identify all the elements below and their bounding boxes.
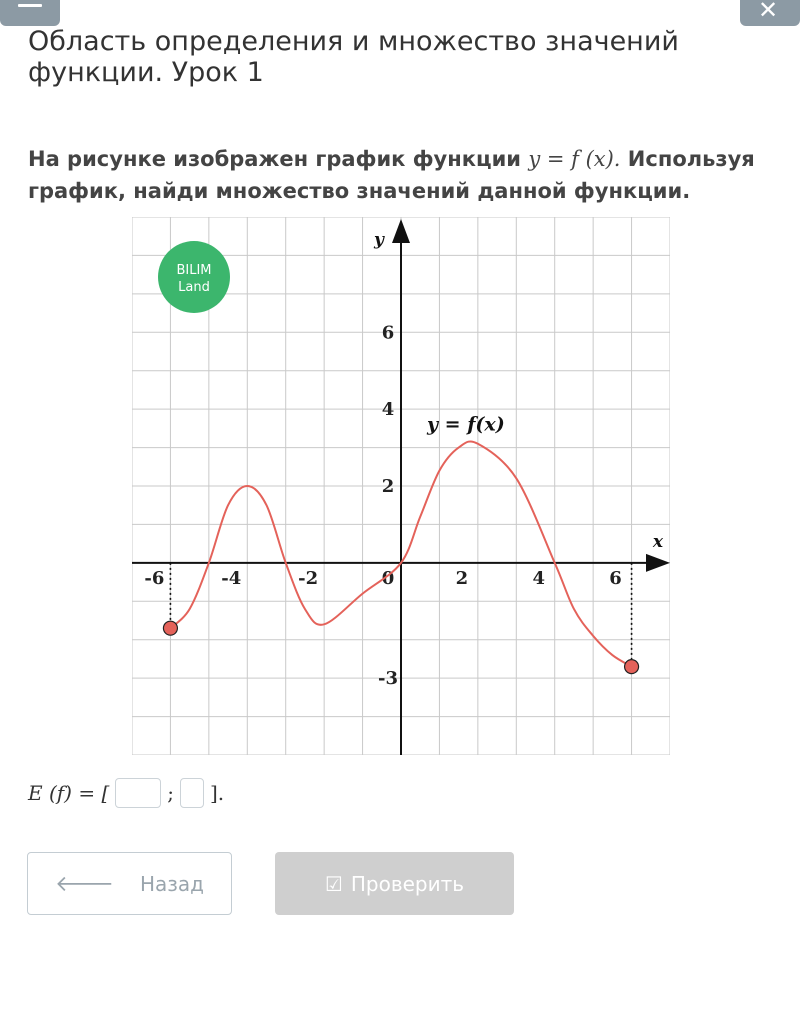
question-text-before: На рисунке изображен график функции — [28, 147, 529, 171]
close-icon: ✕ — [758, 0, 779, 24]
x-tick-label: 6 — [609, 567, 622, 589]
y-axis-label: y — [374, 230, 384, 250]
close-button[interactable] — [740, 0, 800, 26]
check-button-label: Проверить — [350, 871, 465, 896]
question-formula: y = f (x). — [528, 147, 621, 171]
x-tick-label: 0 — [381, 567, 395, 589]
answer-row — [28, 778, 224, 808]
y-tick-label: 6 — [381, 322, 395, 344]
back-button-label: Назад — [139, 871, 204, 896]
back-button[interactable] — [27, 852, 232, 915]
logo-text-line-1: BILIM — [176, 263, 212, 278]
arrow-left-icon: 🡐 — [54, 871, 114, 897]
logo-text-line-2: Land — [178, 280, 210, 295]
x-tick-label: -6 — [144, 567, 165, 589]
curve-endpoint — [163, 621, 177, 635]
y-tick-label: 2 — [381, 476, 395, 497]
question-text-after: Используя график, найди множество значений данной функции. — [28, 147, 755, 203]
graph-svg — [132, 217, 670, 755]
page-title: Область определения и множество значений функции. Урок 1 — [28, 26, 679, 88]
answer-label: E (f) = [ — [28, 781, 110, 805]
curve-label: y = f(x) — [427, 413, 505, 436]
lower-bound-input[interactable] — [115, 778, 161, 808]
upper-bound-input[interactable] — [180, 778, 204, 808]
function-graph — [132, 217, 670, 755]
check-button[interactable] — [275, 852, 514, 915]
menu-button[interactable] — [0, 0, 60, 26]
x-tick-label: -4 — [221, 567, 242, 589]
curve-endpoint — [625, 660, 639, 674]
x-tick-label: 2 — [455, 567, 469, 589]
x-tick-label: -2 — [298, 567, 319, 589]
hamburger-icon — [18, 4, 42, 7]
y-tick-label: 4 — [381, 399, 395, 421]
answer-separator: ; — [167, 781, 174, 805]
question-text — [28, 143, 778, 207]
checkbox-icon: ☑ — [324, 871, 343, 896]
x-tick-label: 4 — [532, 567, 545, 589]
x-axis-label: x — [652, 531, 664, 552]
answer-closing: ]. — [210, 781, 225, 805]
y-tick-label: -3 — [378, 668, 398, 690]
